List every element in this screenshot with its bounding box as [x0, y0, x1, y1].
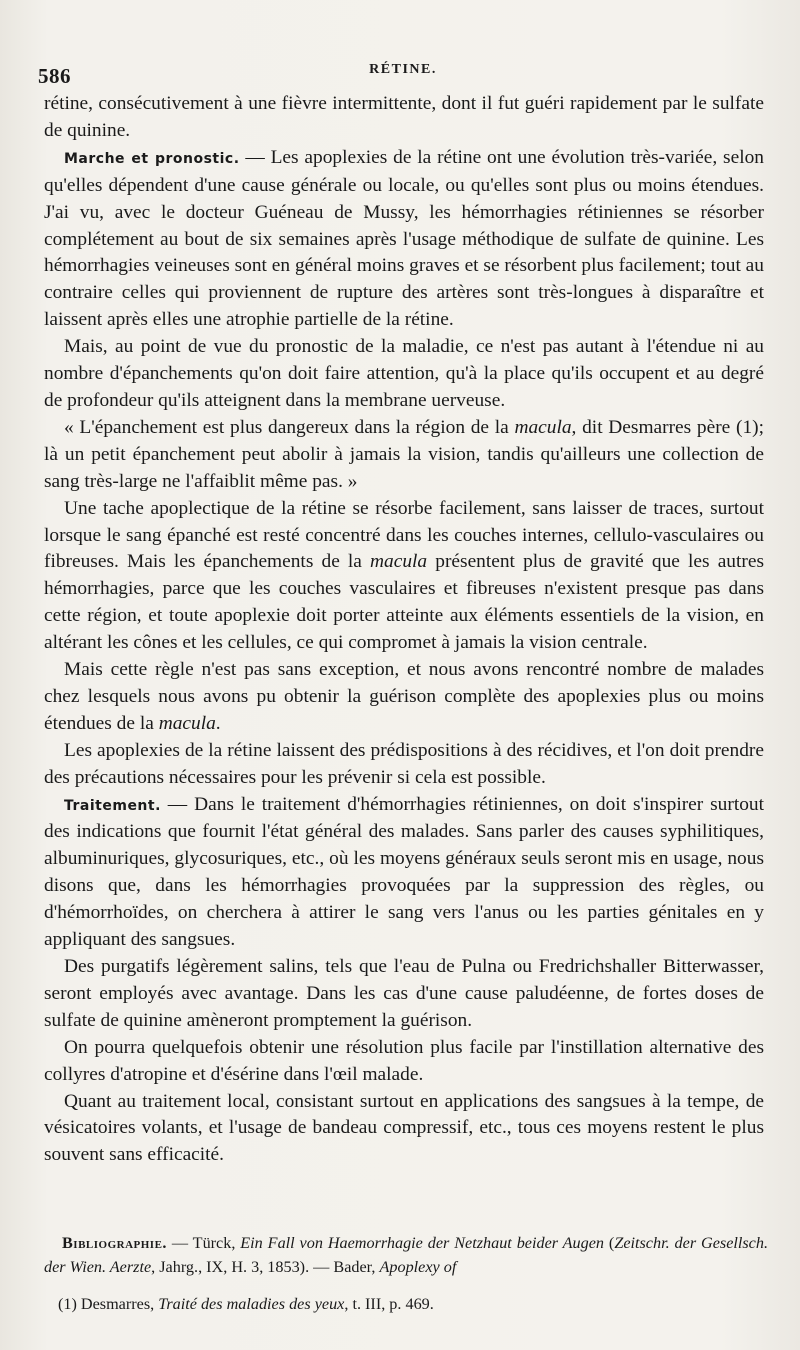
section-heading-marche: Marche et pronostic.	[64, 150, 240, 167]
text-span: (	[604, 1234, 615, 1252]
text-span: « L'épanchement est plus dangereux dans la région de la	[64, 416, 515, 438]
italic-term: macula	[370, 551, 428, 573]
text-span: — Türck,	[166, 1234, 241, 1252]
paragraph-traitement	[44, 792, 764, 954]
paragraph-marche	[44, 145, 764, 334]
page-header	[38, 60, 768, 90]
text-span: Une tache apoplectique de la rétine se résorbe facilement, sans laisser de traces, surtout lorsque le sang épanché est resté concentré dans les couches internes, cellulo-vasculaires ou fibreuses. Mais les épanchements de la	[44, 497, 764, 573]
paragraph-local: Quant au traitement local, consistant surtout en applications des sangsues à la tempe, de vésicatoires volants, et l'usage de bandeau compressif, etc., tous ces moyens restent le plus souvent sans efficacité.	[44, 1090, 764, 1166]
text-span: , dit Desmarres père (1); là un petit épanchement peut abolir à jamais la vision, tandis qu'ailleurs une collection de sang très-large ne l'affaiblit même pas. »	[44, 416, 764, 492]
footnote	[58, 1293, 758, 1315]
text-span: présentent plus de gravité que les autres hémorrhagies, parce que les couches vasculaires et fibreuses n'existent presque pas dans cette région, et toute apoplexie doit porter atteinte aux éléments essentiels de la vision, en altérant les cônes et les cellules, ce qui compromet à jamais la vision centrale.	[44, 551, 764, 654]
paragraph-recidives: Les apoplexies de la rétine laissent des prédispositions à des récidives, et l'on doit prendre des précautions nécessaires pour les prévenir si cela est possible.	[44, 739, 764, 788]
paragraph-resolution: On pourra quelquefois obtenir une résolution plus facile par l'instillation alternative des collyres d'atropine et d'ésérine dans l'œil malade.	[44, 1036, 764, 1085]
italic-title: Ein Fall von Haemorrhagie der Netzhaut beider Augen	[240, 1234, 605, 1252]
italic-term: macula	[158, 712, 216, 734]
paragraph-text: — Les apoplexies de la rétine ont une évolution très-variée, selon qu'elles dépendent d'une cause générale ou locale, ou qu'elles sont plus ou moins étendues. J'ai vu, avec le docteur Guéneau de Mussy, les hémorrhagies rétiniennes se résorber complétement au bout de six semaines après l'usage méthodique de sulfate de quinine. Les hémorrhagies veineuses sont en général moins graves et se résorbent plus facilement; tout au contraire celles qui proviennent de rupture des artères sont très-longues à disparaître et laissent après elles une atrophie partielle de la rétine.	[44, 146, 764, 331]
italic-journal: Zeitschr. der Gesellsch. der Wien. Aerzte	[44, 1234, 769, 1276]
text-span: , t. III, p. 469.	[344, 1295, 434, 1313]
paragraph-continued: rétine, consécutivement à une fièvre intermittente, dont il fut guéri rapidement par le sulfate de quinine.	[44, 93, 764, 141]
paragraph-text: — Dans le traitement d'hémorrhagies rétiniennes, on doit s'inspirer surtout des indications que fournit l'état général des malades. Sans parler des causes syphilitiques, albuminuriques, glycosuriques, etc., où les moyens généraux seuls seront mis en usage, nous disons que, dans les hémorrhagies provoquées par la suppression des règles, ou d'hémorrhoïdes, on cherchera à attirer le sang vers l'anus ou les parties génitales en y appliquant des sangsues.	[44, 793, 764, 951]
paragraph-purgatifs: Des purgatifs légèrement salins, tels que l'eau de Pulna ou Fredrichshaller Bitterwasser, seront employés avec avantage. Dans les cas d'une cause paludéenne, de fortes doses de sulfate de quinine amèneront promptement la guérison.	[44, 956, 764, 1031]
paragraph-pronostic: Mais, au point de vue du pronostic de la maladie, ce n'est pas autant à l'étendue ni au nombre d'épanchements qu'on doit faire attention, qu'à la place qu'ils occupent et au degré de profondeur qu'ils atteignent dans la membrane uerveuse.	[44, 336, 764, 411]
italic-title: Traité des maladies des yeux	[158, 1295, 345, 1313]
text-span: Mais cette règle n'est pas sans exception, et nous avons rencontré nombre de malades chez lesquels nous avons pu obtenir la guérison complète des apoplexies plus ou moins étendues de la	[44, 659, 764, 734]
text-span: .	[215, 712, 221, 734]
italic-title: Apoplexy of	[379, 1258, 457, 1276]
body-text	[44, 91, 764, 1169]
italic-term: macula	[514, 416, 572, 438]
footnote-marker: (1) Desmarres,	[58, 1295, 159, 1313]
running-head: RÉTINE.	[369, 62, 437, 77]
bibliography-label: Bibliographie.	[62, 1234, 167, 1252]
paragraph-quote	[44, 415, 764, 496]
section-heading-traitement: Traitement.	[64, 797, 161, 814]
paragraph-tache	[44, 496, 764, 657]
text-span: , Jahrg., IX, H. 3, 1853). — Bader,	[151, 1258, 380, 1276]
paragraph-exception	[44, 657, 764, 738]
page-number: 586	[38, 64, 71, 88]
bibliography	[44, 1231, 768, 1279]
